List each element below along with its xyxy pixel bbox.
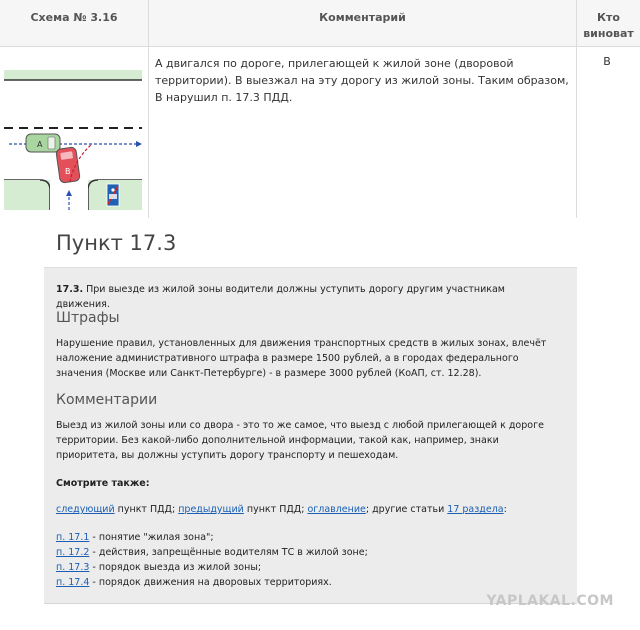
page-title: Пункт 17.3 [56,231,177,255]
scheme-table [0,0,640,218]
rule-17-4-link[interactable]: п. 17.4 [56,577,90,588]
list-item [56,575,561,590]
header-scheme-label: Схема № 3.16 [30,11,118,24]
section-17-link[interactable]: 17 раздела [447,504,504,515]
toc-link[interactable]: оглавление [307,504,366,515]
nav-text: пункт ПДД; [114,504,179,515]
nav-text: пункт ПДД; [243,504,308,515]
header-guilty-line1: Кто [597,11,620,24]
rule-panel [44,267,577,604]
list-item-text: - порядок выезда из жилой зоны; [89,562,262,573]
list-item-text: - порядок движения на дворовых территориях. [89,577,332,588]
prev-rule-link[interactable]: предыдущий [178,504,244,515]
fines-text: Нарушение правил, установленных для движения транспортных средств в жилых зонах, влечёт наложение административного штрафа в размере 1500 рублей, а в городах федерального значения (Москве или Санкт-Петербурге) - в размере 3000 рублей (КоАП, ст. 12.28). [56,338,547,379]
rule-17-1-link[interactable]: п. 17.1 [56,532,90,543]
nav-text: : [503,504,507,515]
header-comment-label: Комментарий [319,11,406,24]
car-a-label: А [37,140,43,149]
rule-text: При выезде из жилой зоны водители должны уступить дорогу другим участникам движения. [56,284,505,310]
list-item [56,560,561,575]
related-rules-list [56,530,561,590]
fines-heading: Штрафы [56,310,120,326]
rule-17-3-link[interactable]: п. 17.3 [56,562,90,573]
see-also-heading [56,476,561,491]
see-also-label: Смотрите также: [56,478,150,489]
table-header-scheme [0,0,148,47]
site-watermark: YAPLAKAL.COM [486,593,614,609]
table-header-comment [149,0,576,47]
list-item [56,530,561,545]
header-guilty-line2: виноват [583,27,634,40]
list-item-text: - понятие "жилая зона"; [89,532,214,543]
rule-17-2-link[interactable]: п. 17.2 [56,547,90,558]
table-header-guilty [577,0,640,47]
comments-text: Выезд из жилой зоны или со двора - это то же самое, что выезд с любой прилегающей к дороге территории. Без какой-либо дополнительной информации, такой как, например, знаки приоритета, вы должны уступить дорогу транспорту и пешеходам. [56,420,544,461]
guilty-cell: В [603,55,611,68]
column-divider [148,0,149,218]
comments-heading: Комментарии [56,392,158,408]
comment-cell: А двигался по дороге, прилегающей к жилой зоне (дворовой территории). В выезжал на эту дорогу из жилой зоны. Таким образом, В нарушил п. 17.3 ПДД. [155,57,569,104]
list-item-text: - действия, запрещённые водителям ТС в жилой зоне; [89,547,368,558]
nav-text: ; другие статьи [365,504,448,515]
nav-links [56,502,561,517]
rule-statement [56,282,561,312]
next-rule-link[interactable]: следующий [56,504,115,515]
column-divider [576,0,577,218]
traffic-scheme-image [4,70,142,210]
list-item [56,545,561,560]
car-b-label: В [65,167,71,176]
rule-number: 17.3. [56,284,84,295]
